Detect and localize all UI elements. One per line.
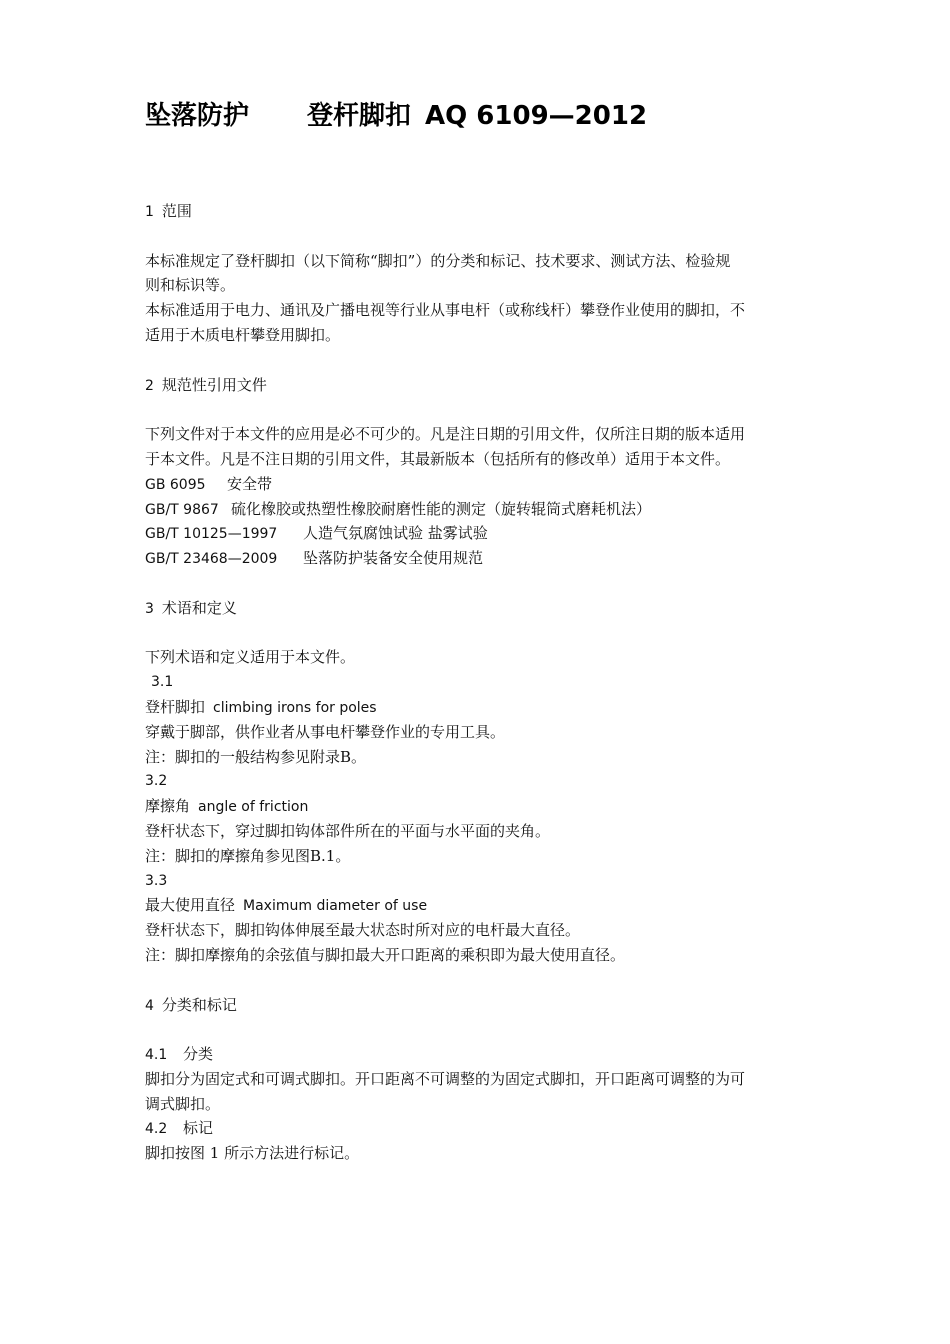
paragraph-line: 下列术语和定义适用于本文件。	[145, 648, 356, 667]
term-note: 注：脚扣的摩擦角参见图B.1。	[145, 846, 351, 865]
subsection-4-1-heading	[145, 1042, 813, 1067]
section-2-heading	[145, 373, 813, 398]
paragraph-line: 调式脚扣。	[145, 1094, 221, 1113]
term-zh: 最大使用直径	[145, 896, 236, 915]
term-number: 3.3	[145, 872, 168, 889]
reference-title: 坠落防护装备安全使用规范	[303, 549, 484, 568]
section-title: 分类和标记	[161, 995, 237, 1014]
term-en: Maximum diameter of use	[243, 898, 428, 915]
standard-code: AQ 6109—2012	[425, 101, 648, 131]
reference-title: 硫化橡胶或热塑性橡胶耐磨性能的测定（旋转辊筒式磨耗机法）	[231, 499, 652, 518]
reference-item	[145, 472, 813, 497]
paragraph-line: 于本文件。凡是不注日期的引用文件，其最新版本（包括所有的修改单）适用于本文件。	[145, 449, 731, 468]
section-title: 规范性引用文件	[161, 375, 267, 394]
reference-item	[145, 497, 813, 522]
term-en: climbing irons for poles	[213, 699, 377, 716]
term-name	[145, 893, 813, 918]
term-definition: 穿戴于脚部，供作业者从事电杆攀登作业的专用工具。	[145, 722, 506, 741]
term-number: 3.2	[145, 773, 168, 790]
section-title: 术语和定义	[161, 598, 237, 617]
section-title: 范围	[161, 202, 192, 220]
reference-code: GB 6095	[145, 476, 206, 493]
paragraph-line: 则和标识等。	[145, 276, 236, 295]
section-number: 3	[145, 600, 154, 617]
section-4-heading	[145, 993, 813, 1018]
term-definition: 登杆状态下，脚扣钩体伸展至最大状态时所对应的电杆最大直径。	[145, 921, 581, 940]
reference-title: 人造气氛腐蚀试验 盐雾试验	[303, 524, 488, 543]
reference-code: GB/T 10125—1997	[145, 526, 278, 543]
term-definition: 登杆状态下，穿过脚扣钩体部件所在的平面与水平面的夹角。	[145, 821, 551, 840]
term-en: angle of friction	[198, 799, 309, 816]
section-number: 2	[145, 377, 154, 394]
paragraph-line: 本标准规定了登杆脚扣（以下简称“脚扣”）的分类和标记、技术要求、测试方法、检验规	[145, 251, 731, 270]
paragraph-line: 适用于木质电杆攀登用脚扣。	[145, 325, 341, 344]
section-1-heading	[145, 199, 813, 224]
reference-item	[145, 546, 813, 571]
term-name	[145, 695, 813, 720]
section-number: 1	[145, 204, 154, 220]
subsection-title: 标记	[183, 1119, 214, 1138]
paragraph-line: 本标准适用于电力、通讯及广播电视等行业从事电杆（或称线杆）攀登作业使用的脚扣，不	[145, 301, 746, 320]
section-number: 4	[145, 997, 154, 1014]
paragraph-line: 脚扣按图 1 所示方法进行标记。	[145, 1144, 360, 1163]
subsection-number: 4.2	[145, 1121, 168, 1138]
subsection-title: 分类	[183, 1045, 214, 1064]
reference-code: GB/T 9867	[145, 501, 219, 518]
section-3-heading	[145, 596, 813, 621]
term-name	[145, 794, 813, 819]
term-note: 注：脚扣摩擦角的余弦值与脚扣最大开口距离的乘积即为最大使用直径。	[145, 945, 626, 964]
subsection-4-2-heading	[145, 1116, 813, 1141]
reference-code: GB/T 23468—2009	[145, 551, 278, 568]
term-number: 3.1	[151, 674, 174, 691]
paragraph-line: 脚扣分为固定式和可调式脚扣。开口距离不可调整的为固定式脚扣，开口距离可调整的为可	[145, 1069, 746, 1088]
term-zh: 登杆脚扣	[145, 697, 206, 716]
reference-item	[145, 521, 813, 546]
document-title	[145, 96, 647, 136]
paragraph-line: 下列文件对于本文件的应用是必不可少的。凡是注日期的引用文件，仅所注日期的版本适用	[145, 425, 746, 444]
term-note: 注：脚扣的一般结构参见附录B。	[145, 747, 367, 766]
term-zh: 摩擦角	[145, 797, 191, 816]
reference-title: 安全带	[227, 474, 273, 493]
document-body	[145, 199, 813, 1166]
subsection-number: 4.1	[145, 1047, 168, 1064]
title-part-2: 登杆脚扣	[307, 101, 412, 131]
title-part-1: 坠落防护	[145, 101, 250, 131]
